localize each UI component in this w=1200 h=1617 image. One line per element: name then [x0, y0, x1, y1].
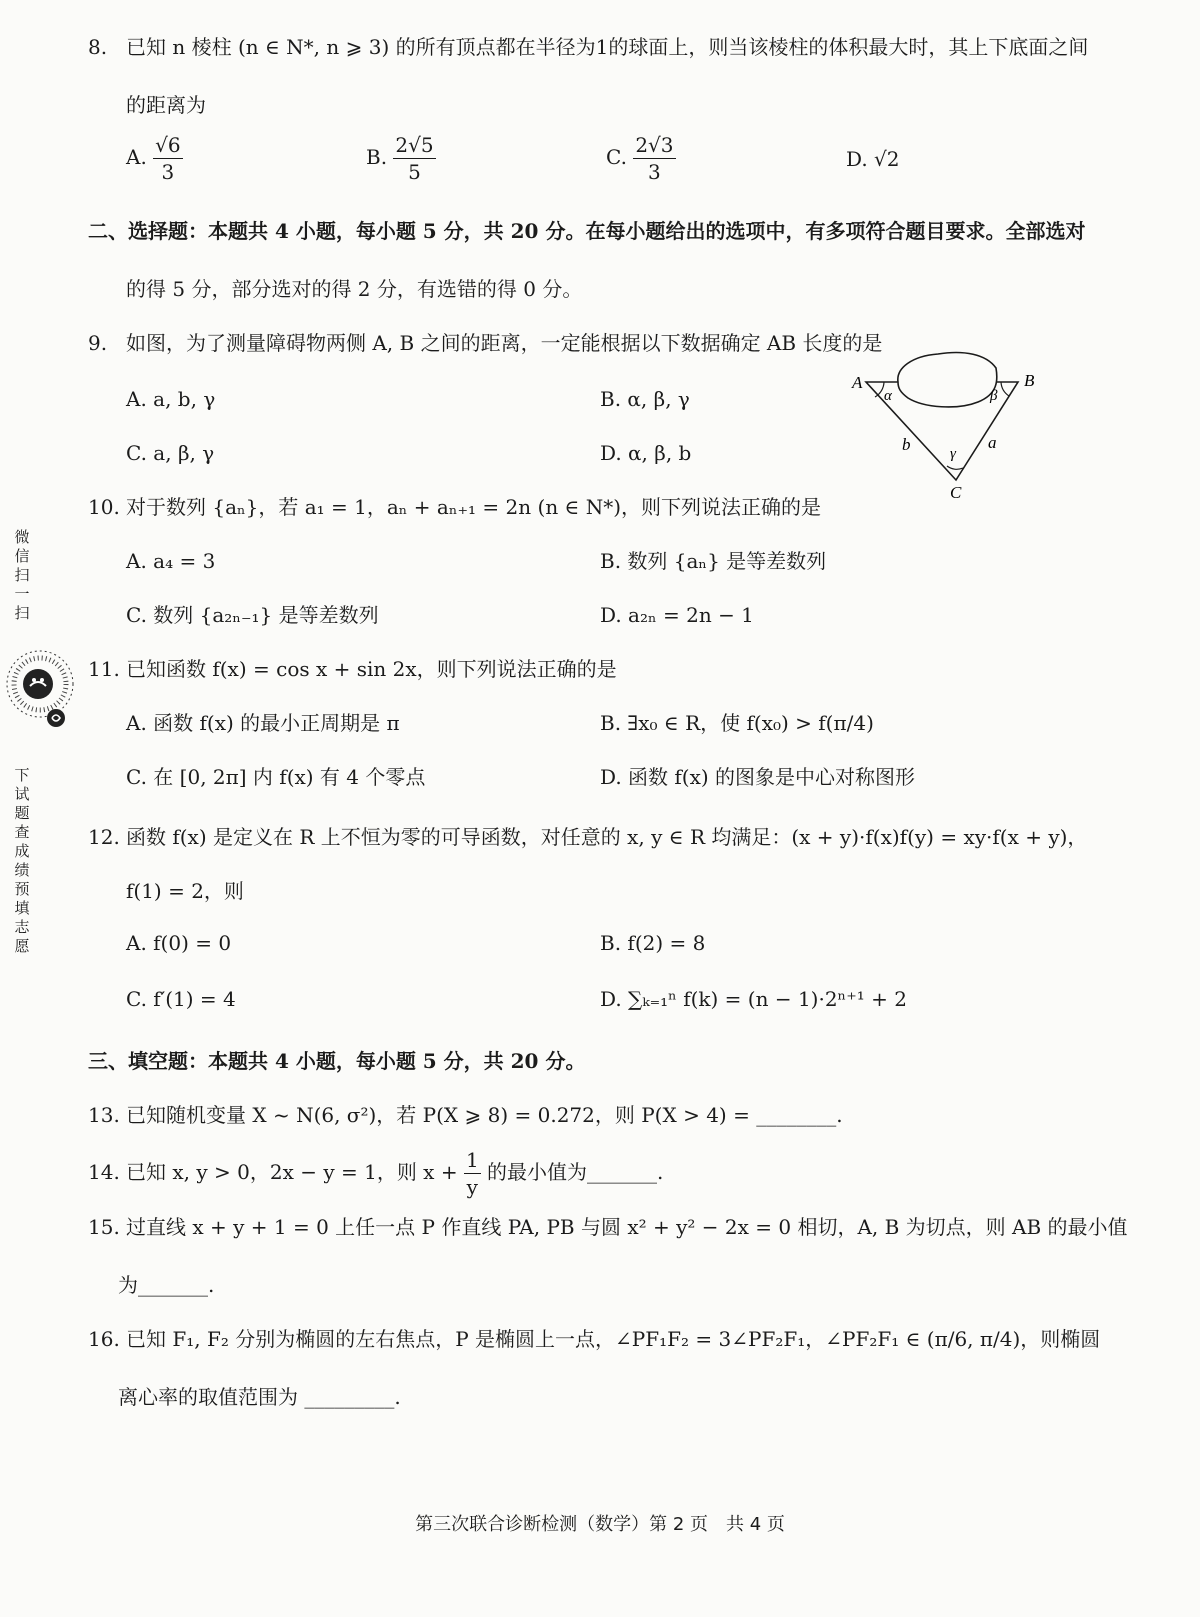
side-a-label: a [988, 433, 997, 452]
option-text: √2 [874, 147, 900, 171]
q14-fraction [464, 1147, 481, 1200]
fraction-denominator: y [466, 1175, 478, 1199]
q11-stem [88, 656, 617, 682]
q14-text-pre: 已知 x, y > 0，2x − y = 1，则 x + [126, 1160, 464, 1184]
q11-option-d: D. 函数 f(x) 的图象是中心对称图形 [600, 765, 916, 789]
side-b-label: b [902, 435, 911, 454]
section3-header: 三、填空题：本题共 4 小题，每小题 5 分，共 20 分。 [88, 1049, 586, 1073]
q15-stem [88, 1214, 1128, 1240]
q10-option-b: B. 数列 {aₙ} 是等差数列 [600, 549, 827, 573]
gamma-label: γ [950, 446, 956, 462]
q14-text-post: 的最小值为_______. [480, 1160, 664, 1184]
q8-line2: 的距离为 [126, 93, 206, 117]
q16-line2: 离心率的取值范围为 _________. [118, 1385, 401, 1409]
q9-option-a: A. a, b, γ [126, 387, 216, 411]
q11-number: 11. [88, 657, 120, 681]
q12-option-c: C. f′(1) = 4 [126, 987, 236, 1011]
q13-number: 13. [88, 1103, 120, 1127]
q8-option-b [366, 132, 436, 185]
q11-option-c: C. 在 [0, 2π] 内 f(x) 有 4 个零点 [126, 765, 426, 789]
q10-option-d: D. a₂ₙ = 2n − 1 [600, 603, 754, 627]
q15-number: 15. [88, 1215, 120, 1239]
q15-text: 过直线 x + y + 1 = 0 上任一点 P 作直线 PA, PB 与圆 x² + y² − 2x = 0 相切，A, B 为切点，则 AB 的最小值 [126, 1215, 1128, 1239]
q12-option-b: B. f(2) = 8 [600, 931, 706, 955]
q11-text: 已知函数 f(x) = cos x + sin 2x，则下列说法正确的是 [126, 657, 617, 681]
sidebar-links-text[interactable]: 下试题 查成绩 预填志愿 [14, 766, 30, 955]
section2-header-line1: 二、选择题：本题共 4 小题，每小题 5 分，共 20 分。在每小题给出的选项中，有多项符合题目要求。全部选对 [88, 219, 1086, 243]
alpha-arc [875, 382, 884, 397]
page-footer: 第三次联合诊断检测（数学）第 2 页 共 4 页 [415, 1514, 785, 1535]
q8-option-a [126, 132, 183, 185]
obstacle-shape [898, 353, 997, 407]
q9-triangle-figure [846, 346, 1052, 502]
vertex-c-label: C [950, 483, 962, 502]
beta-label: β [990, 388, 998, 404]
section2-header-line2: 的得 5 分，部分选对的得 2 分，有选错的得 0 分。 [126, 277, 583, 301]
q13-text: 已知随机变量 X ~ N(6, σ²)，若 P(X ⩾ 8) = 0.272，则 P(X > 4) = ________. [126, 1103, 843, 1127]
q8-line1 [88, 34, 1088, 60]
option-letter: A. [126, 145, 147, 169]
q12-stem [88, 824, 1087, 850]
q9-number: 9. [88, 331, 108, 355]
q8-option-c [606, 132, 676, 185]
q11-option-b: B. ∃x₀ ∈ R，使 f(x₀) > f(π/4) [600, 711, 874, 735]
option-letter: C. [606, 145, 627, 169]
vertex-b-label: B [1024, 371, 1035, 390]
q14 [88, 1146, 663, 1200]
q8-text: 已知 n 棱柱 (n ∈ N*, n ⩾ 3) 的所有顶点都在半径为1的球面上，则当该棱柱的体积最大时，其上下底面之间 [126, 35, 1089, 59]
q12-stem-line2: f(1) = 2，则 [126, 879, 244, 903]
option-fraction [633, 132, 675, 185]
q16-stem [88, 1326, 1100, 1352]
fraction-numerator: 2√3 [635, 133, 674, 157]
q8-number: 8. [88, 35, 108, 59]
vertex-a-label: A [852, 373, 863, 392]
q9-text: 如图，为了测量障碍物两侧 A, B 之间的距离，一定能根据以下数据确定 AB 长度的是 [126, 331, 883, 355]
q9-option-d: D. α, β, b [600, 441, 692, 465]
q16-text: 已知 F₁, F₂ 分别为椭圆的左右焦点，P 是椭圆上一点，∠PF₁F₂ = 3∠PF₂F₁，∠PF₂F₁ ∈ (π/6, π/4)，则椭圆 [126, 1327, 1101, 1351]
fraction-numerator: 1 [465, 1148, 479, 1172]
q9-option-c: C. a, β, γ [126, 441, 215, 465]
fraction-denominator: 3 [648, 160, 661, 184]
q10-stem [88, 494, 821, 520]
q9-option-b: B. α, β, γ [600, 387, 690, 411]
option-letter: D. [846, 147, 868, 171]
option-fraction [153, 132, 182, 185]
fraction-numerator: √6 [155, 133, 181, 157]
fraction-denominator: 5 [408, 160, 421, 184]
gamma-arc [947, 466, 963, 469]
q11-option-a: A. 函数 f(x) 的最小正周期是 π [126, 711, 400, 735]
q10-text: 对于数列 {aₙ}，若 a₁ = 1，aₙ + aₙ₊₁ = 2n (n ∈ N*)，则下列说法正确的是 [126, 495, 822, 519]
q12-option-d: D. ∑ₖ₌₁ⁿ f(k) = (n − 1)·2ⁿ⁺¹ + 2 [600, 987, 907, 1011]
beta-arc [1001, 382, 1009, 396]
q13 [88, 1102, 843, 1128]
sidebar-scan-text: 微信扫一扫 [14, 528, 30, 622]
q12-number: 12. [88, 825, 120, 849]
alpha-label: α [884, 388, 892, 404]
q10-number: 10. [88, 495, 120, 519]
q16-number: 16. [88, 1327, 120, 1351]
qr-code-icon[interactable] [4, 634, 76, 734]
q12-option-a: A. f(0) = 0 [126, 931, 232, 955]
option-letter: B. [366, 145, 388, 169]
q10-option-a: A. a₄ = 3 [126, 549, 216, 573]
option-fraction [393, 132, 435, 185]
q10-option-c: C. 数列 {a₂ₙ₋₁} 是等差数列 [126, 603, 379, 627]
q9-stem [88, 330, 882, 356]
q15-line2: 为_______. [118, 1273, 215, 1297]
fraction-numerator: 2√5 [395, 133, 434, 157]
fraction-denominator: 3 [161, 160, 175, 184]
q14-number: 14. [88, 1160, 120, 1184]
q12-text: 函数 f(x) 是定义在 R 上不恒为零的可导函数，对任意的 x, y ∈ R 均满足：(x + y)·f(x)f(y) = xy·f(x + y)， [126, 825, 1088, 849]
q8-option-d [846, 146, 900, 172]
